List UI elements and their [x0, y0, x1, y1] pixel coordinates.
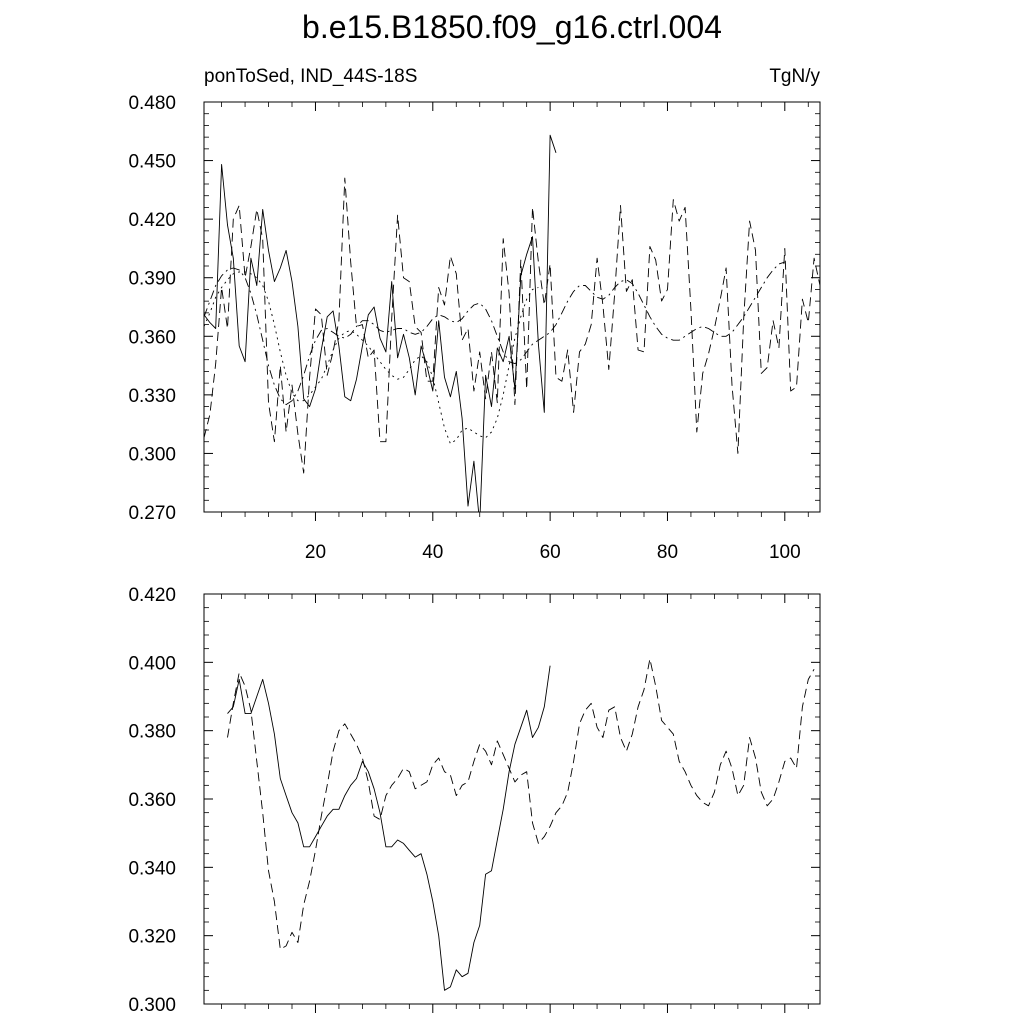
bottom-series-1-solid-line — [228, 666, 551, 991]
bottom-plot-area — [228, 659, 815, 990]
top-y-tick-label: 0.450 — [128, 151, 176, 173]
top-x-tick-label: 20 — [304, 542, 327, 563]
bottom-y-tick-label: 0.320 — [128, 926, 176, 948]
chart-title: b.e15.B1850.f09_g16.ctrl.004 — [302, 9, 722, 45]
top-y-tick-label: 0.270 — [128, 503, 176, 524]
top-plot-frame — [204, 102, 820, 512]
top-panel-left-label: ponToSed, IND_44S-18S — [204, 66, 418, 87]
top-y-tick-label: 0.390 — [128, 268, 176, 290]
top-series-4-dashdot-line — [204, 262, 785, 405]
top-x-tick-label: 80 — [656, 542, 679, 563]
bottom-y-tick-label: 0.420 — [128, 585, 176, 606]
bottom-y-tick-label: 0.360 — [128, 790, 176, 811]
top-y-tick-label: 0.420 — [128, 210, 176, 232]
top-series-1-solid-line — [204, 135, 556, 524]
top-panel — [128, 66, 843, 563]
bottom-series-2-dashed-line — [228, 659, 815, 949]
bottom-y-tick-label: 0.380 — [128, 721, 176, 743]
bottom-plot-frame — [204, 594, 820, 1004]
top-x-tick-label: 100 — [768, 542, 801, 563]
bottom-y-tick-label: 0.300 — [128, 995, 176, 1016]
top-y-tick-label: 0.360 — [128, 327, 176, 349]
top-y-tick-label: 0.480 — [128, 93, 176, 114]
top-series-3-dotted-line — [204, 272, 538, 444]
top-plot-area — [204, 135, 844, 524]
top-y-tick-label: 0.330 — [128, 385, 176, 407]
bottom-y-tick-label: 0.400 — [128, 653, 176, 675]
top-panel-right-label: TgN/y — [769, 66, 820, 87]
bottom-y-tick-label: 0.340 — [128, 858, 176, 880]
top-x-tick-label: 60 — [539, 542, 561, 563]
top-x-tick-label: 40 — [422, 542, 444, 563]
bottom-panel — [128, 585, 820, 1016]
top-y-tick-label: 0.300 — [128, 444, 176, 466]
